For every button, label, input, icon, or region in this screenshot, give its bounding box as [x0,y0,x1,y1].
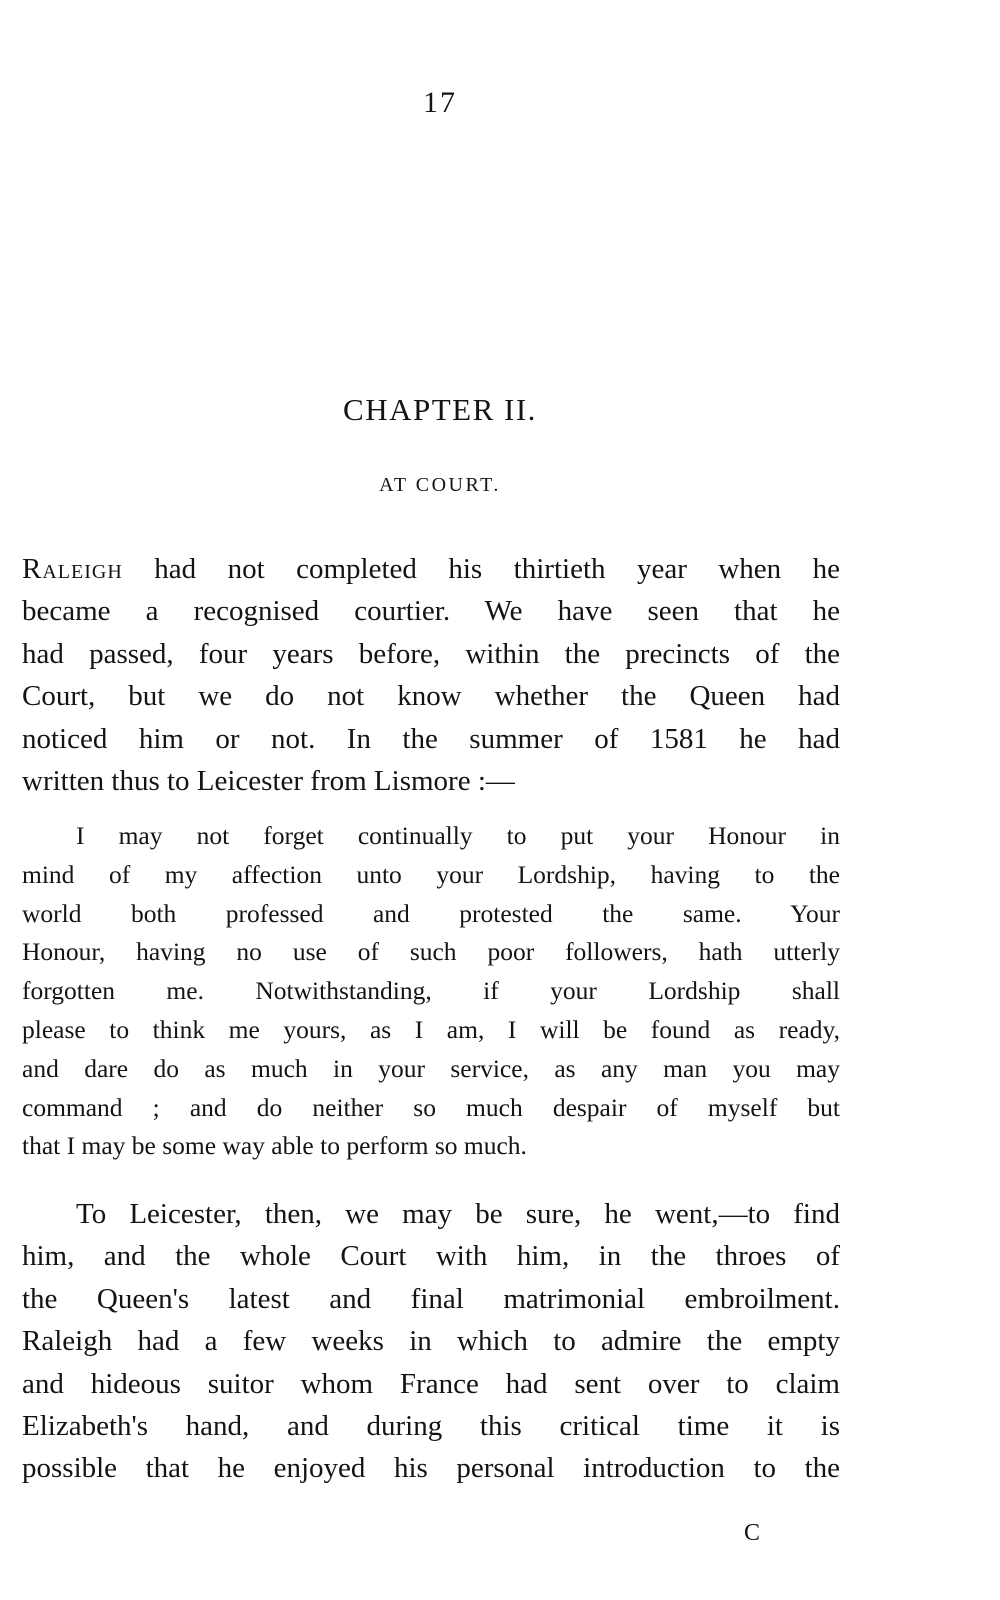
quote-line: forgotten me. Notwithstanding, if your Lordship shall [22,976,840,1006]
text-line: became a recognised courtier. We have seen that he [22,595,840,628]
text-line: had passed, four years before, within the precincts of the [22,637,840,670]
text-line: written thus to Leicester from Lismore :— [22,765,515,798]
quote-line: command ; and do neither so much despair of myself but [22,1092,840,1122]
text-line: Court, but we do not know whether the Queen had [22,680,840,713]
quote-line: world both professed and protested the same. Your [22,898,840,928]
quote-line: please to think me yours, as I am, I will be found as ready, [22,1014,840,1044]
quote-line: Honour, having no use of such poor followers, hath utterly [22,937,840,967]
text-line: possible that he enjoyed his personal introduction to the [22,1452,840,1485]
text-line: and hideous suitor whom France had sent over to claim [22,1367,840,1400]
chapter-subtitle: AT COURT. [379,474,501,496]
first-line-text: had not completed his thirtieth year when he [122,553,840,585]
page-number: 17 [423,86,457,119]
quote-line: I may not forget continually to put your Honour in [76,821,840,850]
text-line: To Leicester, then, we may be sure, he went,—to find [76,1198,840,1230]
text-line: the Queen's latest and final matrimonial embroilment. [22,1282,840,1315]
chapter-title: CHAPTER II. [343,392,537,427]
quote-line: and dare do as much in your service, as any man you may [22,1053,840,1083]
body-paragraph-2 [22,1193,840,1490]
body-paragraph-1 [22,548,840,802]
signature-mark: C [744,1520,761,1546]
quoted-letter [22,817,840,1166]
quote-line: that I may be some way able to perform so much. [22,1131,527,1161]
text-line [22,548,840,590]
text-line: Raleigh had a few weeks in which to admire the empty [22,1325,840,1358]
lead-word: Raleigh [22,553,123,585]
text-line: Elizabeth's hand, and during this critical time it is [22,1410,840,1443]
text-line: noticed him or not. In the summer of 1581 he had [22,722,840,755]
text-line: him, and the whole Court with him, in the throes of [22,1240,840,1273]
quote-line: mind of my affection unto your Lordship, having to the [22,859,840,889]
